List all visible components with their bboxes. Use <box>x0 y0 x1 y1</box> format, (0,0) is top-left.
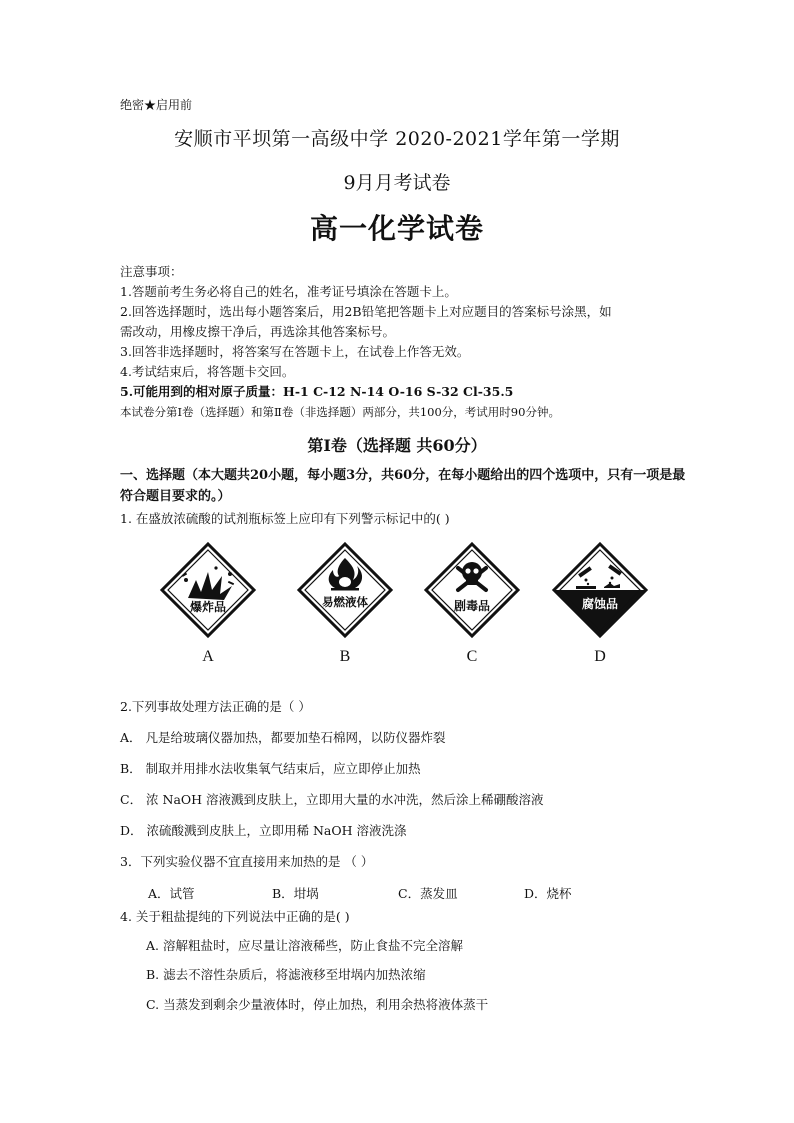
question-2-option-a: A． 凡是给玻璃仪器加热，都要加垫石棉网，以防仪器炸裂 <box>120 730 446 745</box>
question-2-option-b: B． 制取并用排水法收集氧气结束后，应立即停止加热 <box>120 761 421 776</box>
hazard-signs <box>150 540 660 680</box>
hazard-sign-c <box>422 540 522 680</box>
sign-letter-d: D <box>594 648 606 665</box>
hazard-sign-b <box>295 540 395 680</box>
explosion-icon <box>158 540 258 640</box>
question-3-option-d: D．烧杯 <box>524 886 572 901</box>
sign-label-a: 爆炸品 <box>189 600 227 614</box>
question-3-option-c: C．蒸发皿 <box>398 886 458 901</box>
school-title: 安顺市平坝第一高级中学 2020-2021学年第一学期 <box>174 128 620 150</box>
exam-title: 9月月考试卷 <box>343 172 451 194</box>
question-3-stem: 3．下列实验仪器不宜直接用来加热的是 （ ） <box>120 854 374 869</box>
sign-label-c: 剧毒品 <box>453 599 491 613</box>
instruction-item: 2.回答选择题时，选出每小题答案后，用2B铅笔把答题卡上对应题目的答案标号涂黑，如 <box>120 304 612 319</box>
question-3-option-b: B．坩埚 <box>272 886 319 901</box>
skull-crossbones-icon <box>422 540 522 640</box>
question-2-option-d: D． 浓硫酸溅到皮肤上，立即用稀 NaOH 溶液洗涤 <box>120 823 407 838</box>
sign-label-d: 腐蚀品 <box>581 597 619 611</box>
question-4-stem: 4. 关于粗盐提纯的下列说法中正确的是( ) <box>120 909 350 924</box>
sign-letter-b: B <box>339 648 351 665</box>
question-4-option-c: C. 当蒸发到剩余少量液体时，停止加热，利用余热将液体蒸干 <box>146 997 489 1012</box>
question-1-stem: 1. 在盛放浓硫酸的试剂瓶标签上应印有下列警示标记中的( ) <box>120 511 450 526</box>
instructions <box>120 262 690 422</box>
instruction-item: 4.考试结束后，将答题卡交回。 <box>120 364 295 379</box>
subject-title: 高一化学试卷 <box>309 212 484 245</box>
sign-letter-a: A <box>202 648 214 665</box>
instructions-heading: 注意事项： <box>120 264 183 279</box>
question-4-option-a: A. 溶解粗盐时，应尽量让溶液稀些，防止食盐不完全溶解 <box>146 938 463 953</box>
instruction-item: 1.答题前考生务必将自己的姓名，准考证号填涂在答题卡上。 <box>120 284 457 299</box>
hazard-sign-d <box>550 540 650 680</box>
hazard-sign-a <box>158 540 258 680</box>
sign-letter-c: C <box>466 648 478 665</box>
question-4-option-b: B. 滤去不溶性杂质后，将滤液移至坩埚内加热浓缩 <box>146 967 426 982</box>
section-title: 第Ⅰ卷（选择题 共60分） <box>307 436 487 455</box>
flame-icon <box>295 540 395 640</box>
corrosive-icon <box>550 540 650 640</box>
sign-label-b: 易燃液体 <box>322 595 368 609</box>
section-intro: 一、选择题（本大题共20小题，每小题3分，共60分，在每小题给出的四个选项中，只有一项是最符合题目要求的。） <box>120 468 686 504</box>
confidential-mark: 绝密★启用前 <box>120 98 193 112</box>
instruction-item: 需改动，用橡皮擦干净后，再选涂其他答案标号。 <box>120 324 396 339</box>
paper-info: 本试卷分第Ⅰ卷（选择题）和第Ⅱ卷（非选择题）两部分，共100分，考试用时90分钟。 <box>120 405 560 419</box>
atomic-masses: 5.可能用到的相对原子质量：H-1 C-12 N-14 O-16 S-32 Cl-35.5 <box>120 384 514 399</box>
question-2-option-c: C． 浓 NaOH 溶液溅到皮肤上，立即用大量的水冲洗，然后涂上稀硼酸溶液 <box>120 792 544 807</box>
question-3-option-a: A．试管 <box>148 886 195 901</box>
instruction-item: 3.回答非选择题时，将答案写在答题卡上，在试卷上作答无效。 <box>120 344 470 359</box>
question-2-stem: 2.下列事故处理方法正确的是（ ） <box>120 699 311 714</box>
